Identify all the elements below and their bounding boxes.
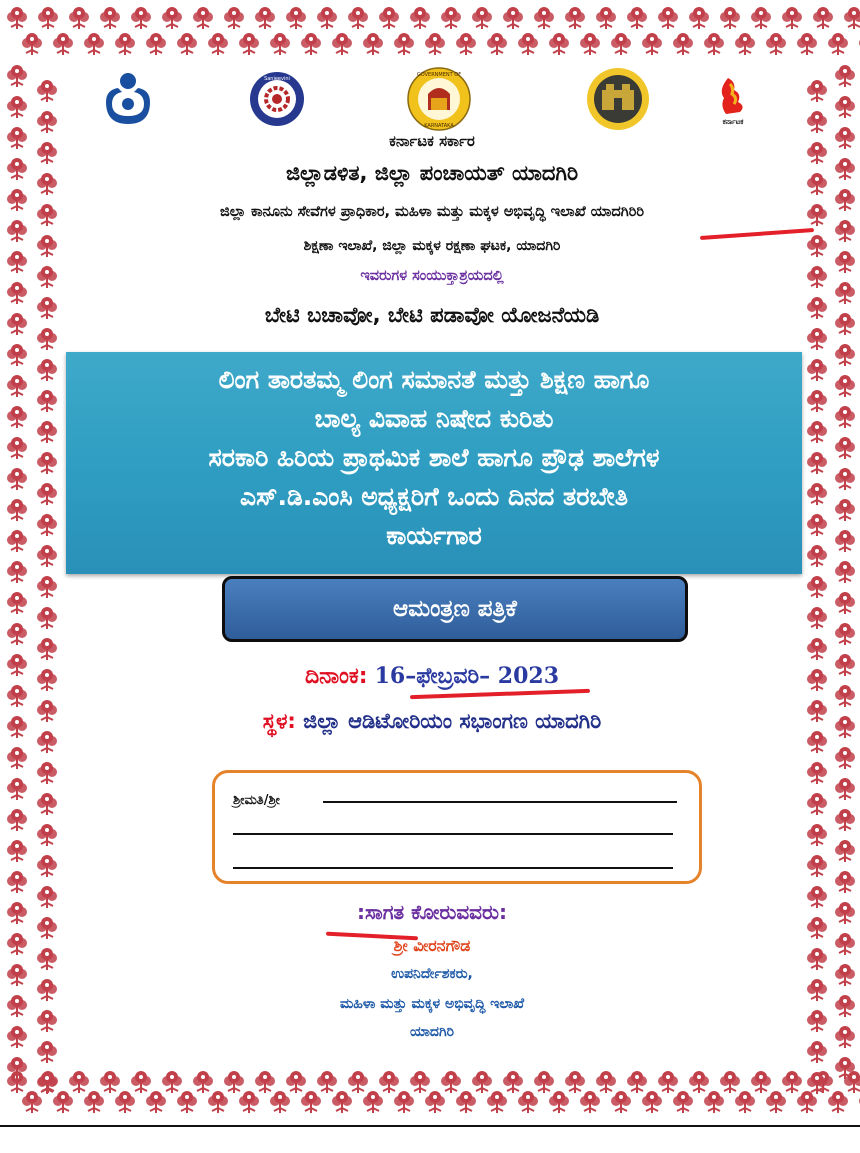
floral-motif xyxy=(32,1005,62,1035)
floral-motif xyxy=(32,416,62,446)
floral-motif xyxy=(32,1067,62,1097)
floral-motif xyxy=(544,28,574,58)
invitation-title: ಆಮಂತ್ರಣ ಪತ್ರಿಕೆ xyxy=(393,596,517,622)
district-admin-title: ಜಿಲ್ಲಾಡಳಿತ, ಜಿಲ್ಲಾ ಪಂಚಾಯತ್ ಯಾದಗಿರಿ xyxy=(285,161,579,185)
floral-motif xyxy=(830,370,860,400)
floral-motif xyxy=(32,912,62,942)
floral-border-left xyxy=(0,0,64,1117)
floral-motif xyxy=(2,122,32,152)
banner-line: ಬಾಲ್ಯ ವಿವಾಹ ನಿಷೇದ ಕುರಿತು xyxy=(314,404,554,433)
floral-motif xyxy=(265,28,295,58)
floral-motif xyxy=(802,757,832,787)
floral-motif xyxy=(2,525,32,555)
address-line xyxy=(233,833,673,835)
floral-motif xyxy=(802,881,832,911)
floral-motif xyxy=(32,664,62,694)
floral-motif xyxy=(2,711,32,741)
floral-motif xyxy=(2,184,32,214)
date-label: ದಿನಾಂಕ: xyxy=(304,664,368,689)
floral-motif xyxy=(830,339,860,369)
floral-motif xyxy=(802,540,832,570)
floral-motif xyxy=(2,153,32,183)
banner-line: ಎಸ್.ಡಿ.ಎಂಸಿ ಅಧ್ಯಕ್ಷರಿಗೆ ಒಂದು ದಿನದ ತರಬೇತಿ xyxy=(240,482,628,511)
floral-motif xyxy=(802,726,832,756)
gok-top-text: GOVERNMENT OF xyxy=(416,72,462,78)
floral-motif xyxy=(32,75,62,105)
floral-motif xyxy=(830,432,860,462)
floral-motif xyxy=(830,308,860,338)
floral-motif xyxy=(830,215,860,245)
floral-motif xyxy=(32,540,62,570)
floral-motif xyxy=(802,819,832,849)
floral-motif xyxy=(2,959,32,989)
floral-motif xyxy=(802,168,832,198)
signer-name: ಶ್ರೀ ವೀರನಗೌಡ xyxy=(393,936,471,955)
floral-motif xyxy=(830,897,860,927)
floral-motif xyxy=(2,835,32,865)
floral-motif xyxy=(2,928,32,958)
floral-motif xyxy=(32,478,62,508)
floral-motif xyxy=(802,199,832,229)
floral-motif xyxy=(32,1036,62,1066)
floral-motif xyxy=(358,28,388,58)
floral-motif xyxy=(2,804,32,834)
floral-motif xyxy=(802,292,832,322)
floral-motif xyxy=(32,726,62,756)
floral-motif xyxy=(802,1036,832,1066)
signer-department: ಮಹಿಳಾ ಮತ್ತು ಮಕ್ಕಳ ಅಭಿವೃದ್ಧಿ ಇಲಾಖೆ xyxy=(339,996,525,1012)
floral-motif xyxy=(203,28,233,58)
floral-motif xyxy=(32,385,62,415)
floral-motif xyxy=(830,60,860,90)
floral-motif xyxy=(32,788,62,818)
floral-motif xyxy=(2,773,32,803)
floral-motif xyxy=(32,757,62,787)
floral-motif xyxy=(802,416,832,446)
floral-motif xyxy=(79,28,109,58)
floral-motif xyxy=(830,122,860,152)
floral-motif xyxy=(830,401,860,431)
floral-motif xyxy=(2,60,32,90)
floral-motif xyxy=(2,339,32,369)
floral-motif xyxy=(513,28,543,58)
floral-motif xyxy=(830,463,860,493)
floral-motif xyxy=(32,633,62,663)
floral-motif xyxy=(802,106,832,136)
departments-line: ಜಿಲ್ಲಾ ಕಾನೂನು ಸೇವೆಗಳ ಪ್ರಾಧಿಕಾರ, ಮಹಿಳಾ ಮತ್ತು ಮಕ್ಕಳ ಅಭಿವೃದ್ಧಿ ಇಲಾಖೆ ಯಾದಗಿರಿರಿ xyxy=(219,204,645,220)
floral-motif xyxy=(2,742,32,772)
floral-motif xyxy=(802,354,832,384)
floral-motif xyxy=(32,292,62,322)
floral-motif xyxy=(830,525,860,555)
floral-motif xyxy=(2,401,32,431)
floral-motif xyxy=(32,509,62,539)
karnataka-small-text: ಕರ್ನಾಟಕ xyxy=(722,118,744,126)
floral-motif xyxy=(32,571,62,601)
floral-border-bottom xyxy=(0,1062,860,1117)
signer-designation: ಉಪನಿರ್ದೇಶಕರು, xyxy=(391,966,473,982)
address-line xyxy=(233,867,673,869)
floral-motif xyxy=(2,277,32,307)
floral-border-top xyxy=(0,0,860,60)
floral-motif xyxy=(802,664,832,694)
floral-motif xyxy=(802,943,832,973)
floral-motif xyxy=(2,432,32,462)
district-emblem xyxy=(584,66,652,132)
workshop-title-banner xyxy=(66,352,802,574)
floral-motif xyxy=(32,230,62,260)
floral-motif xyxy=(830,494,860,524)
floral-motif xyxy=(802,447,832,477)
floral-motif xyxy=(2,308,32,338)
floral-motif xyxy=(2,556,32,586)
floral-motif xyxy=(802,974,832,1004)
floral-motif xyxy=(802,1005,832,1035)
banner-line: ಸರಕಾರಿ ಹಿರಿಯ ಪ್ರಾಥಮಿಕ ಶಾಲೆ ಹಾಗೂ ಪ್ರೌಢ ಶಾಲೆಗಳ xyxy=(208,443,660,472)
floral-motif xyxy=(637,28,667,58)
karnataka-map-logo xyxy=(712,76,754,128)
floral-motif xyxy=(32,943,62,973)
floral-motif xyxy=(830,1021,860,1051)
collaboration-line: ಇವರುಗಳ ಸಂಯುಕ್ತಾಶ್ರಯದಲ್ಲಿ xyxy=(360,268,504,284)
floral-motif xyxy=(2,866,32,896)
floral-motif xyxy=(830,153,860,183)
floral-motif xyxy=(389,28,419,58)
floral-motif xyxy=(32,137,62,167)
education-line: ಶಿಕ್ಷಣಾ ಇಲಾಖೆ, ಜಿಲ್ಲಾ ಮಕ್ಕಳ ರಕ್ಷಣಾ ಘಟಕ, ಯಾದಗಿರಿ xyxy=(303,238,561,254)
mother-child-logo xyxy=(100,72,156,126)
floral-motif xyxy=(2,494,32,524)
government-of-karnataka-emblem xyxy=(406,66,472,132)
floral-motif xyxy=(830,277,860,307)
floral-motif xyxy=(2,1021,32,1051)
floral-motif xyxy=(699,28,729,58)
signer-place: ಯಾದಗಿರಿ xyxy=(409,1024,455,1040)
floral-motif xyxy=(2,618,32,648)
sanjeevini-seal xyxy=(246,70,308,128)
invitation-title-box xyxy=(222,576,688,642)
floral-motif xyxy=(802,137,832,167)
floral-motif xyxy=(830,680,860,710)
floral-motif xyxy=(327,28,357,58)
floral-motif xyxy=(802,571,832,601)
floral-motif xyxy=(802,385,832,415)
floral-motif xyxy=(2,246,32,276)
recipient-address-box xyxy=(212,770,702,884)
floral-motif xyxy=(802,261,832,291)
scheme-line: ಬೇಟಿ ಬಚಾವೋ, ಬೇಟಿ ಪಡಾವೋ ಯೋಜನೆಯಡಿ xyxy=(264,303,600,327)
page-edge-line xyxy=(0,1125,860,1127)
floral-motif xyxy=(32,695,62,725)
date-line xyxy=(64,663,800,689)
floral-motif xyxy=(761,28,791,58)
floral-motif xyxy=(830,587,860,617)
floral-motif xyxy=(830,804,860,834)
floral-motif xyxy=(830,246,860,276)
floral-motif xyxy=(802,912,832,942)
floral-motif xyxy=(830,990,860,1020)
floral-motif xyxy=(830,184,860,214)
floral-border-right xyxy=(800,0,860,1117)
floral-motif xyxy=(2,370,32,400)
floral-motif xyxy=(802,602,832,632)
floral-motif xyxy=(802,1067,832,1097)
floral-motif xyxy=(802,850,832,880)
floral-motif xyxy=(802,75,832,105)
floral-motif xyxy=(830,556,860,586)
annotation-underline xyxy=(410,689,590,699)
banner-line: ಲಿಂಗ ತಾರತಮ್ಮ ಲಿಂಗ ಸಮಾನತೆ ಮತ್ತು ಶಿಕ್ಷಣ ಹಾಗೂ xyxy=(218,365,650,394)
floral-motif xyxy=(830,773,860,803)
floral-motif xyxy=(830,649,860,679)
floral-motif xyxy=(2,587,32,617)
floral-motif xyxy=(802,509,832,539)
floral-motif xyxy=(730,28,760,58)
floral-motif xyxy=(482,28,512,58)
floral-motif xyxy=(830,618,860,648)
address-line xyxy=(323,801,677,803)
floral-motif xyxy=(32,602,62,632)
venue-line xyxy=(64,709,800,734)
floral-motif xyxy=(2,897,32,927)
floral-motif xyxy=(2,463,32,493)
floral-motif xyxy=(2,91,32,121)
floral-motif xyxy=(296,28,326,58)
floral-motif xyxy=(32,323,62,353)
floral-motif xyxy=(2,1052,32,1082)
floral-motif xyxy=(32,850,62,880)
gok-bottom-text: KARNATAKA xyxy=(424,123,454,129)
venue-value: ಜಿಲ್ಲಾ ಆಡಿಟೋರಿಯಂ ಸಭಾಂಗಣ ಯಾದಗಿರಿ xyxy=(303,709,602,733)
floral-motif xyxy=(32,261,62,291)
floral-motif xyxy=(830,711,860,741)
floral-motif xyxy=(32,819,62,849)
floral-motif xyxy=(802,230,832,260)
recipient-label: ಶ್ರೀಮತಿ/ಶ್ರೀ xyxy=(233,793,280,808)
floral-motif xyxy=(32,106,62,136)
floral-motif xyxy=(830,928,860,958)
floral-motif xyxy=(830,866,860,896)
floral-motif xyxy=(830,959,860,989)
floral-motif xyxy=(830,1052,860,1082)
floral-motif xyxy=(802,788,832,818)
floral-motif xyxy=(451,28,481,58)
floral-motif xyxy=(606,28,636,58)
floral-motif xyxy=(802,478,832,508)
floral-motif xyxy=(2,680,32,710)
sanjeevini-text: Sanjeevini xyxy=(264,76,290,82)
welcome-heading: :ಸಾಗತ ಕೋರುವವರು: xyxy=(357,900,507,924)
floral-motif xyxy=(802,695,832,725)
floral-motif xyxy=(2,990,32,1020)
floral-motif xyxy=(32,354,62,384)
floral-motif xyxy=(420,28,450,58)
floral-motif xyxy=(32,974,62,1004)
floral-motif xyxy=(830,835,860,865)
floral-motif xyxy=(172,28,202,58)
date-value: 16–ಫೇಬ್ರವರಿ– 2023 xyxy=(374,663,560,689)
venue-label: ಸ್ಥಳ: xyxy=(262,709,296,733)
floral-motif xyxy=(2,215,32,245)
floral-motif xyxy=(234,28,264,58)
floral-motif xyxy=(32,168,62,198)
floral-motif xyxy=(830,91,860,121)
banner-line: ಕಾರ್ಯಗಾರ xyxy=(386,521,482,550)
floral-motif xyxy=(830,742,860,772)
floral-motif xyxy=(802,323,832,353)
floral-motif xyxy=(575,28,605,58)
floral-motif xyxy=(110,28,140,58)
floral-motif xyxy=(802,633,832,663)
floral-motif xyxy=(668,28,698,58)
floral-motif xyxy=(32,199,62,229)
floral-motif xyxy=(32,881,62,911)
government-title: ಕರ್ನಾಟಕ ಸರ್ಕಾರ xyxy=(389,132,475,150)
floral-motif xyxy=(32,447,62,477)
floral-motif xyxy=(2,649,32,679)
floral-motif xyxy=(141,28,171,58)
